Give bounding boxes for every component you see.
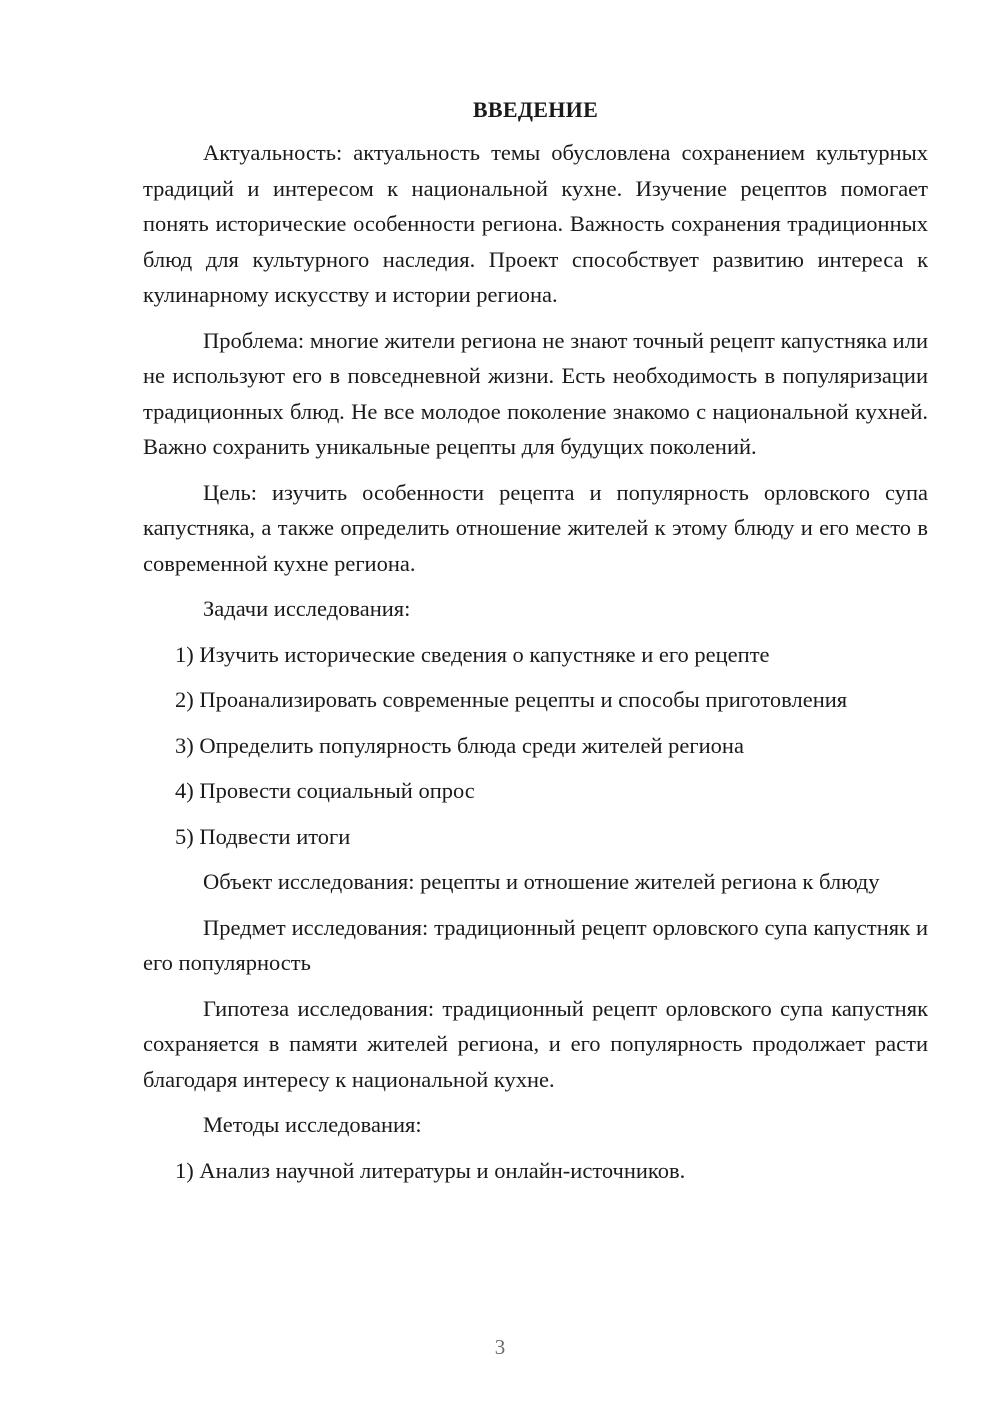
methods-list	[143, 1153, 928, 1189]
task-item: 1) Изучить исторические сведения о капустняке и его рецепте	[175, 641, 770, 667]
methods-title: Методы исследования:	[203, 1112, 422, 1137]
task-item: 3) Определить популярность блюда среди жителей региона	[175, 732, 744, 758]
relevance-paragraph: Актуальность: актуальность темы обусловлена сохранением культурных традиций и интересом к национальной кухне. Изучение рецептов помогает понять исторические особенности региона. Важность сохранения традиционных блюд для культурного наследия. Проект способствует развитию интереса к кулинарному искусству и истории региона.	[143, 140, 928, 307]
task-item: 5) Подвести итоги	[175, 823, 351, 849]
hypothesis-paragraph: Гипотеза исследования: традиционный рецепт орловского супа капустняк сохраняется в памяти жителей региона, и его популярность продолжает расти благодаря интересу к национальной кухне.	[143, 995, 928, 1092]
page-content	[143, 92, 928, 1198]
section-heading: ВВЕДЕНИЕ	[472, 97, 599, 122]
page-number: 3	[494, 1335, 506, 1359]
problem-paragraph: Проблема: многие жители региона не знают точный рецепт капустняка или не используют его в повседневной жизни. Есть необходимость в популяризации традиционных блюд. Не все молодое поколение знакомо с национальной кухней. Важно сохранить уникальные рецепты для будущих поколений.	[143, 327, 928, 459]
task-item: 4) Провести социальный опрос	[175, 778, 475, 803]
goal-paragraph: Цель: изучить особенности рецепта и популярность орловского супа капустняка, а также определить отношение жителей к этому блюду и его место в современной кухне региона.	[143, 479, 928, 576]
object-paragraph: Объект исследования: рецепты и отношение жителей региона к блюду	[203, 869, 880, 894]
task-item: 2) Проанализировать современные рецепты и способы приготовления	[175, 687, 848, 712]
tasks-title: Задачи исследования:	[203, 596, 411, 621]
method-item: 1) Анализ научной литературы и онлайн-источников.	[175, 1157, 686, 1183]
subject-paragraph: Предмет исследования: традиционный рецепт орловского супа капустняк и его популярность	[143, 914, 928, 975]
tasks-list	[143, 637, 928, 855]
